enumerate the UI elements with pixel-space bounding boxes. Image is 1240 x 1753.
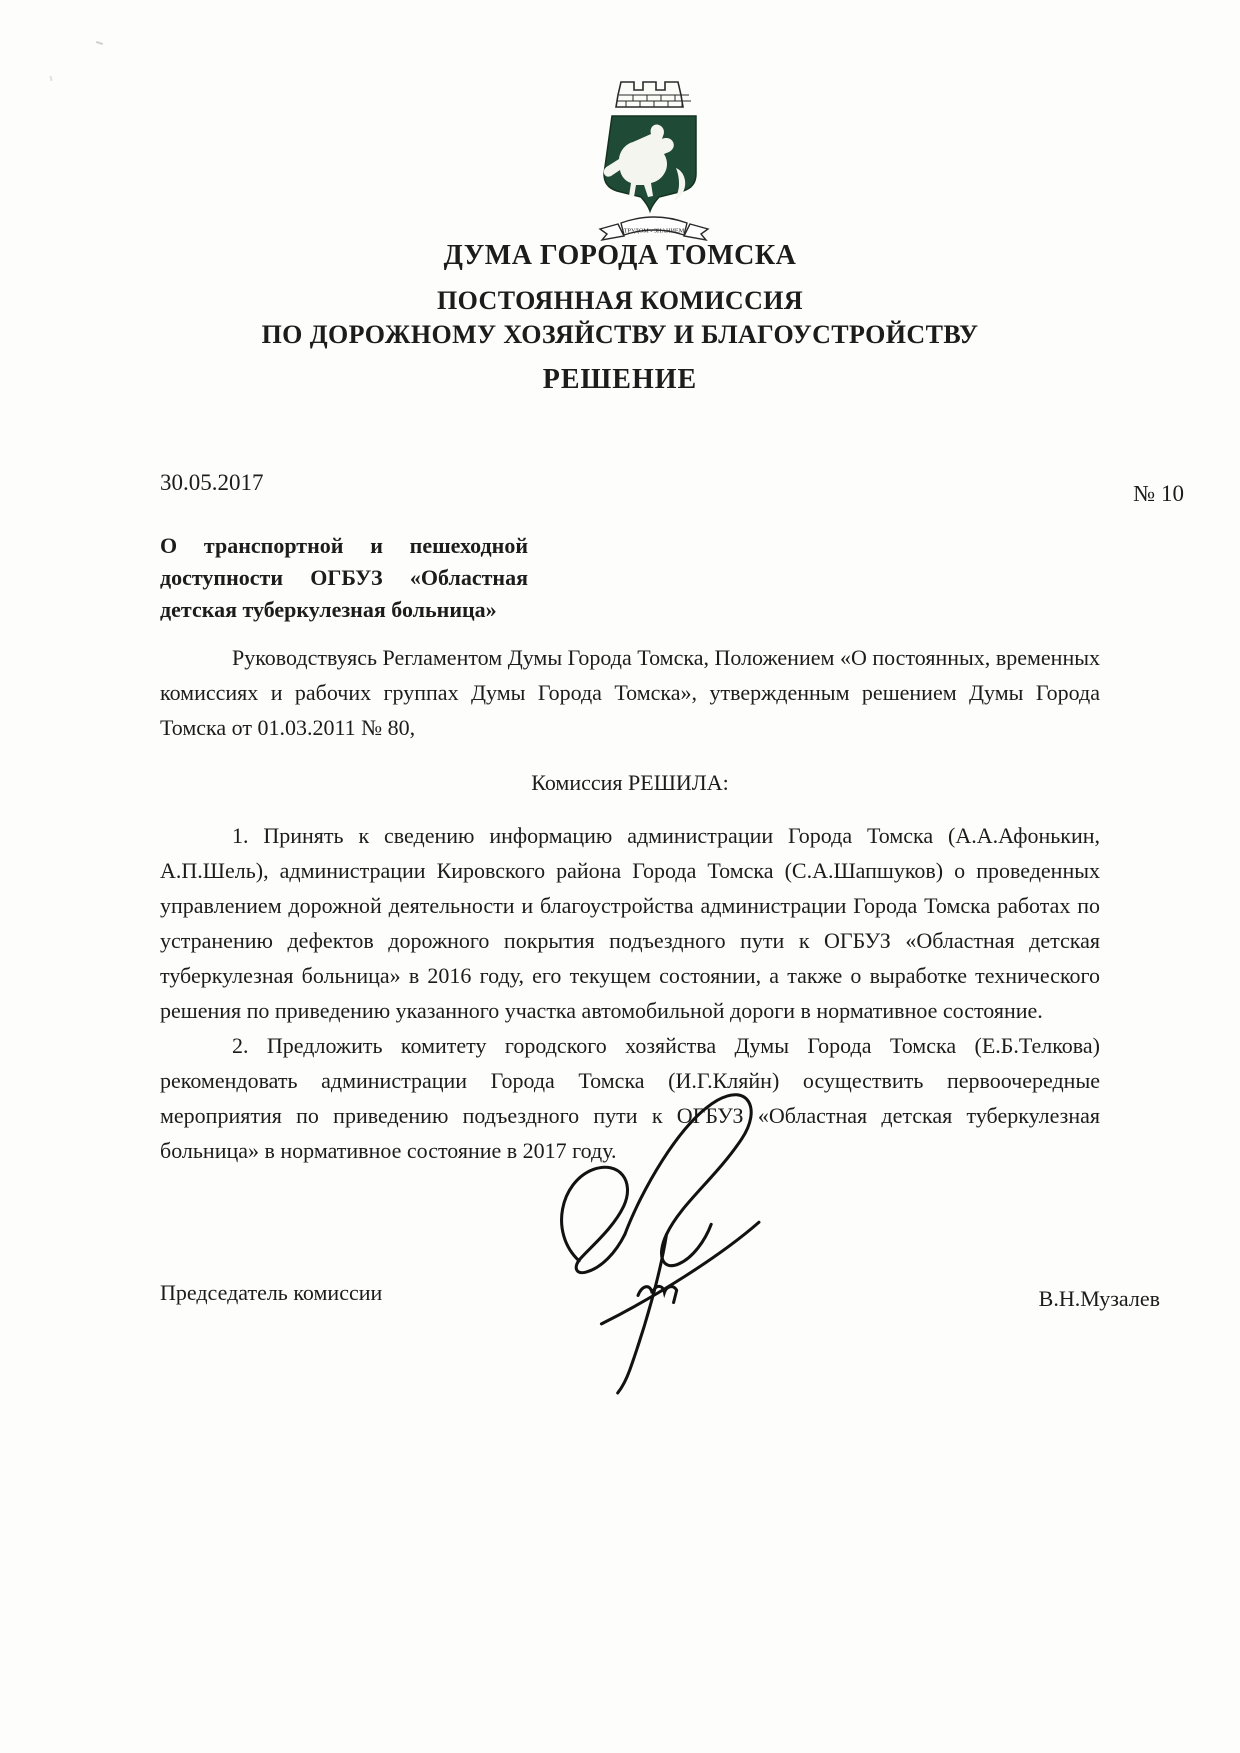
document-number: № 10 — [1133, 481, 1184, 506]
resolution-heading: Комиссия РЕШИЛА: — [531, 770, 729, 795]
preamble-paragraph: Руководствуясь Регламентом Думы Города Томска, Положением «О постоянных, временных комиссиях и рабочих группах Думы Города Томска», утвержденным решением Думы Города Томска от 01.03.2011 № 80, — [160, 645, 1100, 740]
organization-title: ДУМА ГОРОДА ТОМСКА — [443, 240, 797, 271]
resolution-item-2: 2. Предложить комитету городского хозяйства Думы Города Томска (Е.Б.Телкова) рекомендовать администрации Города Томска (И.Г.Кляйн) осуществить первоочередные мероприятия по приведению подъездного пути к ОГБУЗ «Областная детская туберкулезная больница» в нормативное состояние в 2017 году. — [160, 1033, 1100, 1163]
commission-line-1: ПОСТОЯННАЯ КОМИССИЯ — [436, 286, 804, 315]
document-date: 30.05.2017 — [160, 470, 264, 495]
shield-icon — [604, 116, 696, 211]
commission-title — [0, 284, 1240, 352]
signer-name: В.Н.Музалев — [1038, 1286, 1160, 1311]
handwritten-signature — [540, 1080, 795, 1395]
mural-crown-icon — [616, 82, 691, 107]
motto-text: ТРУДОМ - ЗНАНИЕМ — [623, 227, 685, 235]
document-subject: О транспортной и пешеходной доступности ОГБУЗ «Областная детская туберкулезная больница» — [160, 533, 528, 622]
tomsk-coat-of-arms-icon — [555, 74, 755, 246]
document-type-heading: РЕШЕНИЕ — [542, 364, 698, 395]
resolution-item-1: 1. Принять к сведению информацию администрации Города Томска (А.А.Афонькин, А.П.Шель), администрации Кировского района Города Томска (С.А.Шапшуков) о проведенных управлением дорожной деятельности и благоустройства администрации Города Томска работах по устранению дефектов дорожного покрытия подъездного пути к ОГБУЗ «Областная детская туберкулезная больница» в 2016 году, его текущем состоянии, а также о выработке технического решения по приведению указанного участка автомобильной дороги в нормативное состояние. — [160, 823, 1100, 1023]
commission-line-2: ПО ДОРОЖНОМУ ХОЗЯЙСТВУ И БЛАГОУСТРОЙСТВУ — [261, 320, 979, 349]
scan-artifact — [96, 41, 103, 45]
signer-position-label: Председатель комиссии — [160, 1280, 383, 1305]
scan-artifact — [50, 76, 53, 81]
